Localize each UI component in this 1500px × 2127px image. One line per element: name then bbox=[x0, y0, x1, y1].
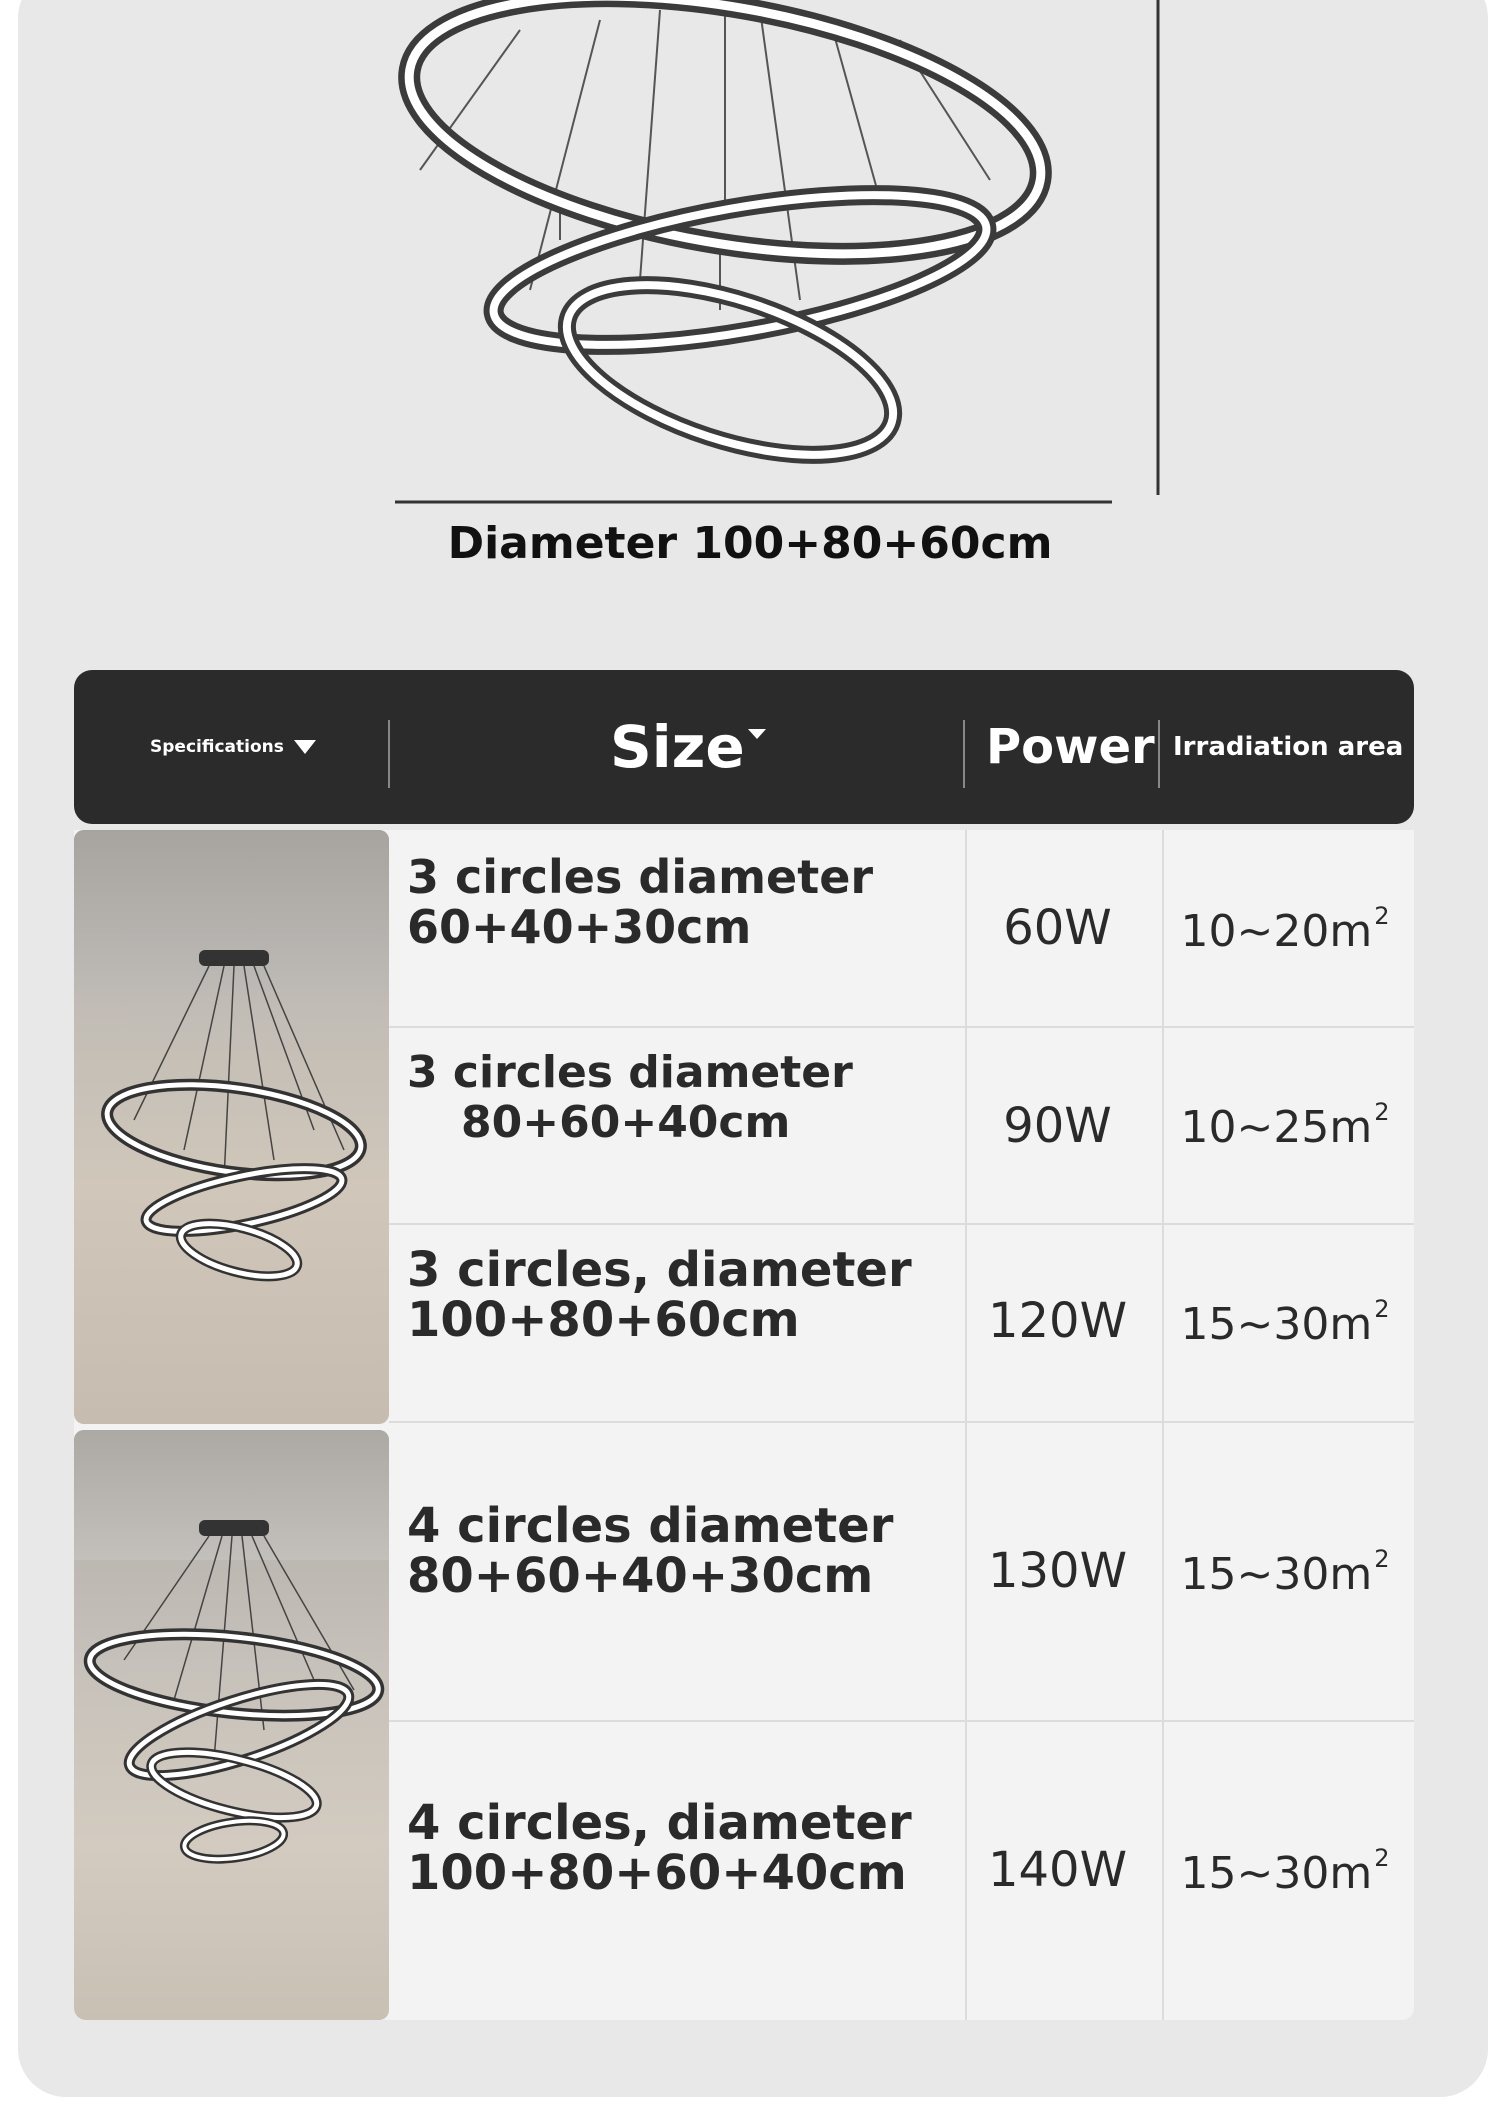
size-cell bbox=[407, 1242, 912, 1348]
power-header: Power bbox=[986, 719, 1155, 775]
table-row bbox=[389, 1720, 1414, 2020]
specifications-header bbox=[150, 670, 316, 824]
hero-section bbox=[0, 0, 1500, 620]
power-cell: 90W bbox=[1003, 1098, 1112, 1154]
size-label: Size bbox=[610, 713, 745, 781]
area-exponent: 2 bbox=[1374, 1295, 1390, 1323]
size-line: 3 circles diameter bbox=[407, 850, 874, 904]
table-row bbox=[389, 1223, 1414, 1421]
area-exponent: 2 bbox=[1374, 902, 1390, 930]
area-value: 15~30m bbox=[1180, 1848, 1373, 1899]
area-value: 15~30m bbox=[1180, 1549, 1373, 1600]
header-divider bbox=[963, 720, 965, 788]
size-cell bbox=[407, 1498, 894, 1604]
area-cell bbox=[1156, 1844, 1414, 1899]
size-line: 80+60+40+30cm bbox=[407, 1548, 874, 1604]
size-line: 4 circles diameter bbox=[407, 1498, 894, 1554]
size-line: 80+60+40cm bbox=[461, 1097, 791, 1148]
size-cell bbox=[407, 1795, 912, 1901]
spec-table-header bbox=[74, 670, 1414, 824]
size-line: 100+80+60cm bbox=[407, 1292, 800, 1348]
size-cell bbox=[407, 852, 873, 952]
area-exponent: 2 bbox=[1374, 1844, 1390, 1872]
power-cell: 140W bbox=[987, 1842, 1128, 1898]
area-value: 10~20m bbox=[1180, 906, 1373, 957]
area-cell bbox=[1156, 1545, 1414, 1600]
header-divider bbox=[1158, 720, 1160, 788]
triangle-down-icon bbox=[748, 729, 766, 739]
size-line: 3 circles diameter bbox=[407, 1047, 853, 1098]
power-cell: 130W bbox=[987, 1543, 1128, 1599]
size-header bbox=[610, 670, 766, 824]
size-cell bbox=[407, 1048, 853, 1148]
power-cell: 60W bbox=[1003, 900, 1112, 956]
power-cell: 120W bbox=[987, 1293, 1128, 1349]
area-exponent: 2 bbox=[1374, 1545, 1390, 1573]
table-row bbox=[389, 1421, 1414, 1720]
specifications-label: Specifications bbox=[150, 737, 284, 757]
triangle-down-icon bbox=[294, 740, 316, 754]
header-divider bbox=[388, 720, 390, 788]
product-photo-4-ring bbox=[74, 1430, 389, 2020]
area-cell bbox=[1156, 1098, 1414, 1153]
table-row bbox=[389, 1026, 1414, 1223]
area-value: 15~30m bbox=[1180, 1299, 1373, 1350]
size-line: 100+80+60+40cm bbox=[407, 1845, 907, 1901]
area-cell bbox=[1156, 1295, 1414, 1350]
irradiation-area-header: Irradiation area bbox=[1173, 732, 1404, 762]
size-line: 60+40+30cm bbox=[407, 900, 752, 954]
size-line: 4 circles, diameter bbox=[407, 1795, 912, 1851]
area-exponent: 2 bbox=[1374, 1098, 1390, 1126]
area-cell bbox=[1156, 902, 1414, 957]
table-row bbox=[389, 830, 1414, 1026]
product-photo-3-ring bbox=[74, 830, 389, 1424]
area-value: 10~25m bbox=[1180, 1102, 1373, 1153]
spec-table-body bbox=[74, 830, 1414, 2020]
size-line: 3 circles, diameter bbox=[407, 1242, 912, 1298]
diameter-caption: Diameter 100+80+60cm bbox=[447, 518, 1053, 569]
